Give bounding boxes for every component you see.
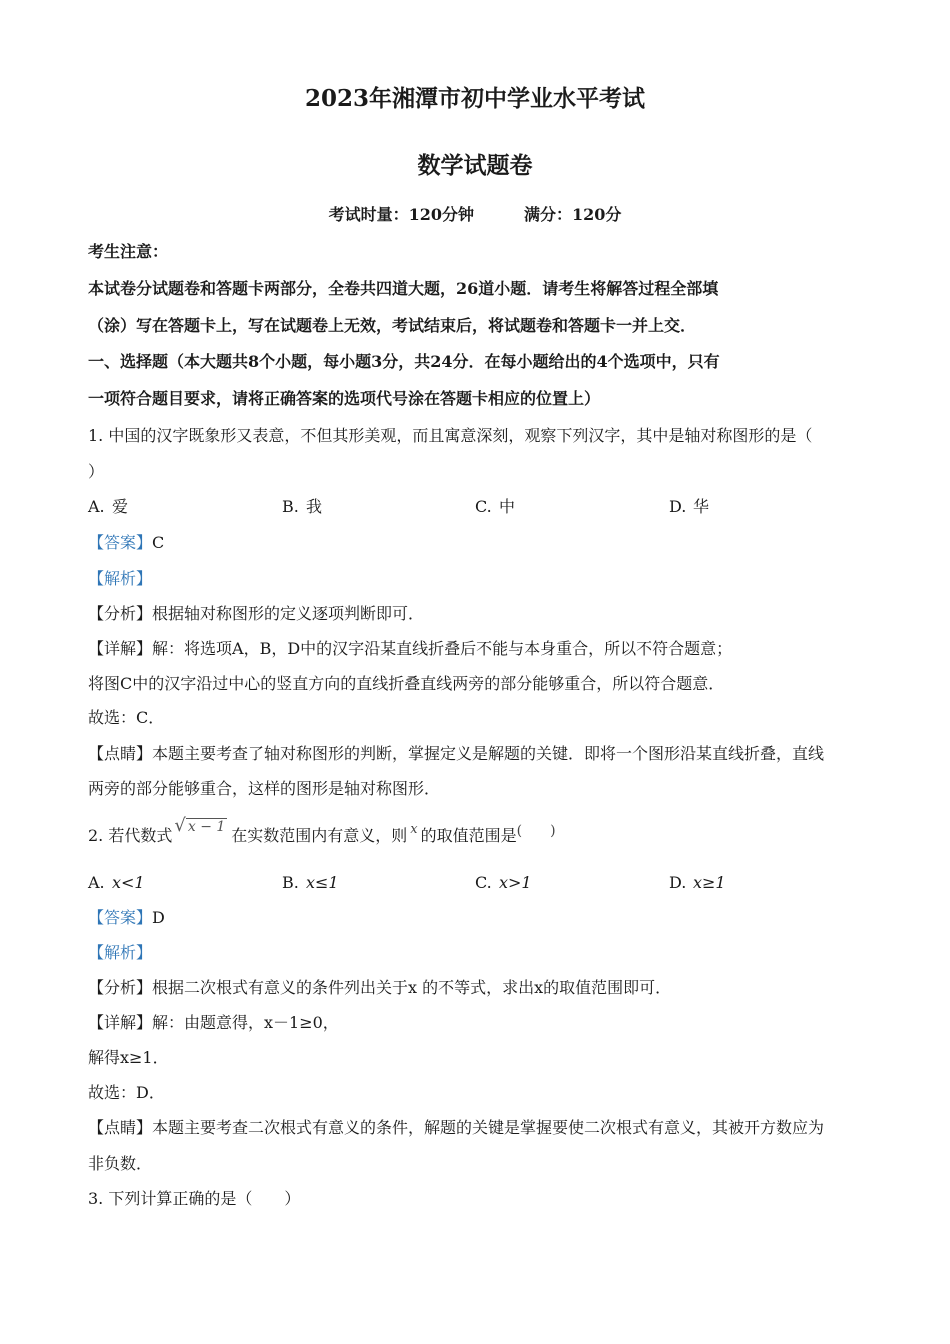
exam-info bbox=[0, 203, 950, 227]
q1-fenxi: 【分析】根据轴对称图形的定义逐项判断即可． bbox=[88, 604, 425, 623]
q2-option-b: B. x≤1 bbox=[282, 873, 339, 892]
section-heading: 一项符合题目要求，请将正确答案的选项代号涂在答题卡相应的位置上） bbox=[88, 389, 601, 408]
q2-option-c: C. x>1 bbox=[475, 873, 532, 892]
q2-xiangjie-2: 解得x≥1． bbox=[88, 1048, 169, 1067]
q1-option-d: D. 华 bbox=[669, 497, 710, 516]
q1-choose: 故选：C． bbox=[88, 708, 165, 727]
paper-subtitle: 数学试题卷 bbox=[417, 152, 533, 179]
exam-score: 满分：120分 bbox=[524, 205, 622, 224]
exam-title: 2023年湘潭市初中学业水平考试 bbox=[304, 85, 645, 112]
q2-fenxi: 【分析】根据二次根式有意义的条件列出关于x 的不等式，求出x的取值范围即可． bbox=[88, 978, 672, 997]
question-3-stem: 3. 下列计算正确的是（ ） bbox=[88, 1189, 301, 1208]
q1-dianjing: 【点睛】本题主要考查了轴对称图形的判断，掌握定义是解题的关键．即将一个图形沿某直线折叠，直线 bbox=[88, 744, 825, 763]
sqrt-expression: √ x − 1 bbox=[174, 815, 226, 836]
q1-option-a: A. 爱 bbox=[88, 497, 129, 516]
q1-analysis-tag: 【解析】 bbox=[88, 569, 153, 588]
q2-answer: 【答案】D bbox=[88, 908, 165, 927]
q2-dianjing-2: 非负数． bbox=[88, 1154, 153, 1173]
q2-choose: 故选：D． bbox=[88, 1083, 165, 1102]
q1-xiangjie: 【详解】解：将选项A，B，D中的汉字沿某直线折叠后不能与本身重合，所以不符合题意； bbox=[88, 639, 733, 658]
question-2-stem: 2. 若代数式 √ x − 1 在实数范围内有意义，则 $^x$ 的取值范围是( ) bbox=[88, 815, 556, 845]
q2-option-d: D. x≥1 bbox=[669, 873, 726, 892]
q1-xiangjie-2: 将图C中的汉字沿过中心的竖直方向的直线折叠直线两旁的部分能够重合，所以符合题意． bbox=[88, 674, 725, 693]
q2-analysis-tag: 【解析】 bbox=[88, 943, 153, 962]
q2-xiangjie: 【详解】解：由题意得，x－1≥0， bbox=[88, 1013, 339, 1032]
question-1-stem: 1. 中国的汉字既象形又表意，不但其形美观，而且寓意深刻，观察下列汉字，其中是轴对称图形的是（ bbox=[88, 426, 813, 445]
notice-heading: 考生注意： bbox=[88, 242, 169, 261]
section-heading: 一、选择题（本大题共8个小题，每小题3分，共24分．在每小题给出的4个选项中，只有 bbox=[88, 352, 720, 371]
q2-option-a: A. x<1 bbox=[88, 873, 145, 892]
q1-option-b: B. 我 bbox=[282, 497, 323, 516]
q1-option-c: C. 中 bbox=[475, 497, 516, 516]
notice-line: 本试卷分试题卷和答题卡两部分，全卷共四道大题，26道小题．请考生将解答过程全部填 bbox=[88, 279, 719, 298]
q1-answer: 【答案】C bbox=[88, 533, 165, 552]
exam-time: 考试时量：120分钟 bbox=[328, 205, 474, 224]
q2-dianjing: 【点睛】本题主要考查二次根式有意义的条件，解题的关键是掌握要使二次根式有意义，其被开方数应为 bbox=[88, 1118, 825, 1137]
q1-dianjing-2: 两旁的部分能够重合，这样的图形是轴对称图形． bbox=[88, 779, 441, 798]
notice-line: （涂）写在答题卡上，写在试题卷上无效，考试结束后，将试题卷和答题卡一并上交． bbox=[88, 316, 697, 335]
question-1-stem-end: ） bbox=[88, 462, 105, 481]
